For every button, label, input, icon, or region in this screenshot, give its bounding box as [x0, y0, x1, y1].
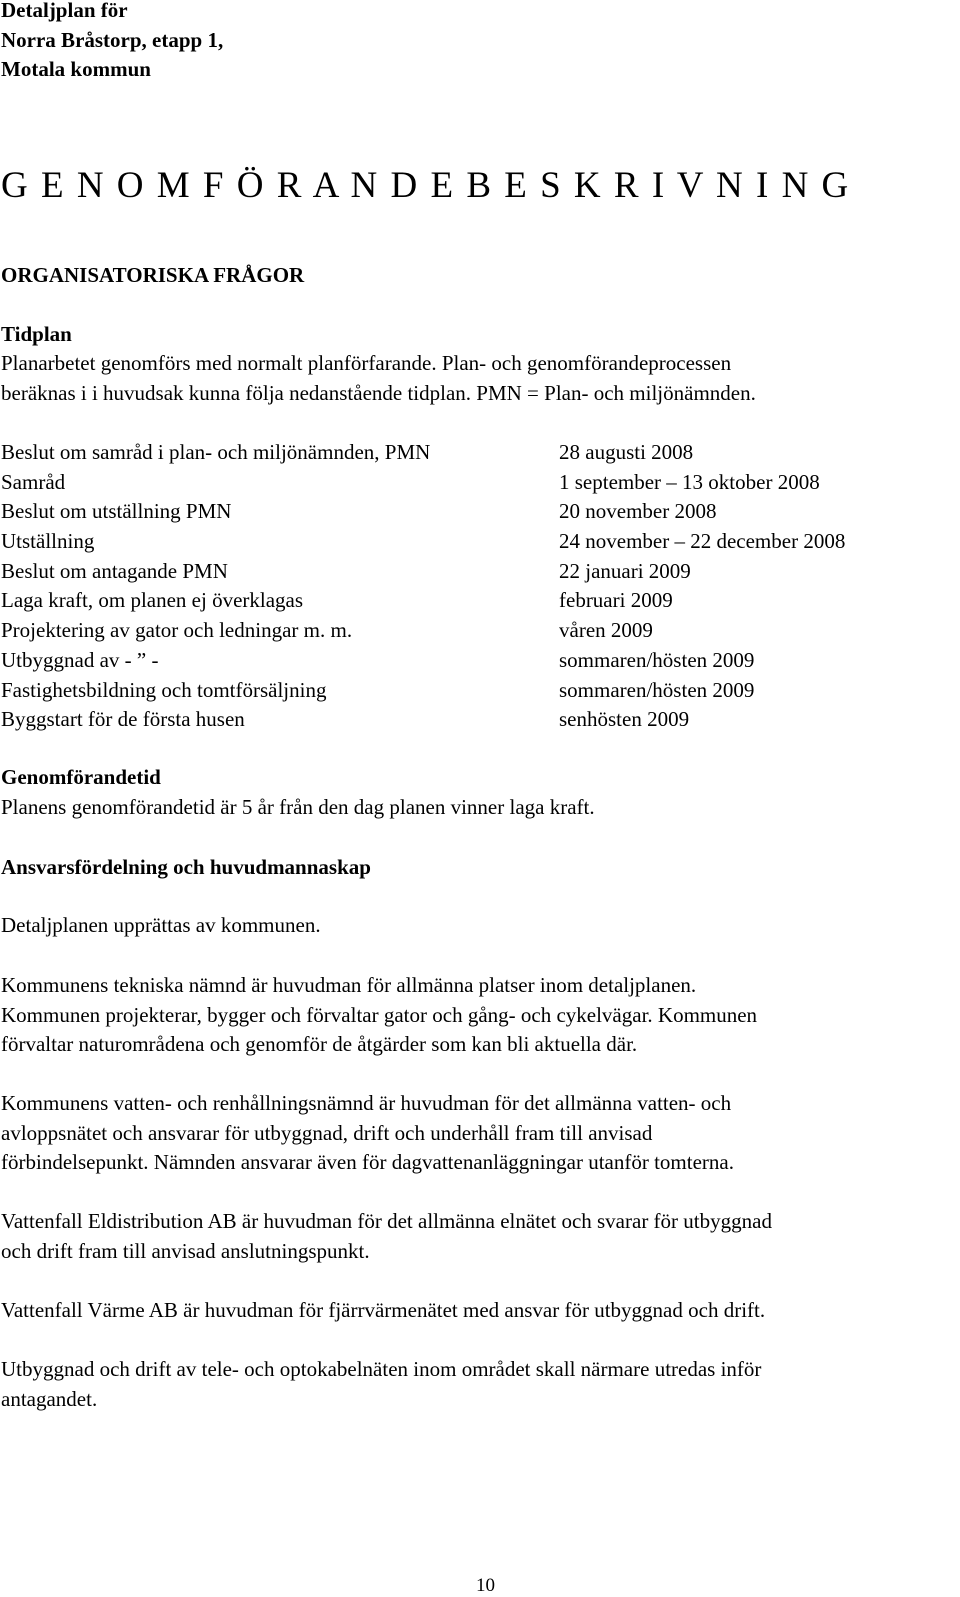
- header-line-2: Norra Bråstorp, etapp 1,: [1, 27, 224, 52]
- schedule-activity: Beslut om utställning PMN: [1, 499, 232, 524]
- schedule-row: [1, 676, 951, 706]
- schedule-date: februari 2009: [559, 588, 673, 613]
- schedule-activity: Utställning: [1, 529, 95, 554]
- schedule-row: [1, 586, 951, 616]
- schedule-date: sommaren/hösten 2009: [559, 677, 755, 702]
- ansvar-paragraph-3-line-1: Kommunens vatten- och renhållningsnämnd är huvudman för det allmänna vatten- och: [1, 1091, 732, 1115]
- schedule-table: [1, 438, 951, 735]
- schedule-date: 1 september – 13 oktober 2008: [559, 469, 820, 494]
- schedule-activity: Laga kraft, om planen ej överklagas: [1, 588, 304, 613]
- ansvar-paragraph-2-line-3: förvaltar naturområdena och genomför de åtgärder som kan bli aktuella där.: [1, 1032, 638, 1056]
- schedule-activity: Utbyggnad av - ” -: [1, 647, 159, 672]
- schedule-row: [1, 497, 951, 527]
- schedule-activity: Beslut om samråd i plan- och miljönämnden, PMN: [1, 440, 431, 464]
- genomforandetid-text: Planens genomförandetid är 5 år från den dag planen vinner laga kraft.: [1, 795, 595, 819]
- section-heading: ORGANISATORISKA FRÅGOR: [1, 263, 305, 287]
- page-number: 10: [476, 1575, 495, 1596]
- schedule-date: 20 november 2008: [559, 499, 717, 524]
- schedule-row: [1, 438, 951, 468]
- tidplan-text-line-2: beräknas i i huvudsak kunna följa nedanstående tidplan. PMN = Plan- och miljönämnden.: [1, 381, 756, 405]
- schedule-date: 28 augusti 2008: [559, 440, 694, 464]
- plan-header: [1, 0, 223, 85]
- schedule-date: sommaren/hösten 2009: [559, 647, 755, 672]
- schedule-activity: Beslut om antagande PMN: [1, 558, 228, 583]
- ansvar-paragraph-5: Vattenfall Värme AB är huvudman för fjärrvärmenätet med ansvar för utbyggnad och drift.: [1, 1298, 766, 1322]
- ansvar-paragraph-4-line-1: Vattenfall Eldistribution AB är huvudman för det allmänna elnätet och svarar för utbyggnad: [1, 1209, 772, 1233]
- schedule-activity: Projektering av gator och ledningar m. m.: [1, 618, 353, 643]
- ansvar-heading: Ansvarsfördelning och huvudmannaskap: [1, 855, 371, 879]
- schedule-date: 22 januari 2009: [559, 558, 691, 583]
- schedule-date: senhösten 2009: [559, 707, 690, 732]
- tidplan-heading: Tidplan: [1, 322, 72, 346]
- ansvar-paragraph-2-line-2: Kommunen projekterar, bygger och förvaltar gator och gång- och cykelvägar. Kommunen: [1, 1003, 758, 1027]
- document-title: [1, 164, 850, 207]
- ansvar-paragraph-3-line-3: förbindelsepunkt. Nämnden ansvarar även för dagvattenanläggningar utanför tomterna.: [1, 1150, 734, 1174]
- document-title-text: G E N O M F Ö R A N D E B E S K R I V N I N G: [1, 165, 851, 206]
- schedule-row: [1, 646, 951, 676]
- ansvar-paragraph-2-line-1: Kommunens tekniska nämnd är huvudman för allmänna platser inom detaljplanen.: [1, 973, 697, 997]
- schedule-row: [1, 557, 951, 587]
- header-line-3: Motala kommun: [1, 57, 151, 81]
- schedule-activity: Fastighetsbildning och tomtförsäljning: [1, 677, 327, 702]
- schedule-date: våren 2009: [559, 618, 653, 643]
- schedule-date: 24 november – 22 december 2008: [559, 529, 846, 554]
- schedule-row: [1, 705, 951, 735]
- ansvar-paragraph-1: Detaljplanen upprättas av kommunen.: [1, 913, 321, 937]
- tidplan-text-line-1: Planarbetet genomförs med normalt planförfarande. Plan- och genomförandeprocessen: [1, 351, 732, 375]
- header-line-1: Detaljplan för: [1, 0, 128, 22]
- schedule-row: [1, 616, 951, 646]
- schedule-activity: Samråd: [1, 469, 66, 494]
- schedule-row: [1, 468, 951, 498]
- genomforandetid-heading: Genomförandetid: [1, 765, 161, 789]
- ansvar-paragraph-3-line-2: avloppsnätet och ansvarar för utbyggnad, drift och underhåll fram till anvisad: [1, 1121, 653, 1145]
- ansvar-paragraph-4-line-2: och drift fram till anvisad anslutningspunkt.: [1, 1239, 370, 1263]
- schedule-activity: Byggstart för de första husen: [1, 707, 245, 732]
- schedule-row: [1, 527, 951, 557]
- ansvar-paragraph-6-line-1: Utbyggnad och drift av tele- och optokabelnäten inom området skall närmare utredas inför: [1, 1357, 762, 1381]
- ansvar-paragraph-6-line-2: antagandet.: [1, 1387, 98, 1411]
